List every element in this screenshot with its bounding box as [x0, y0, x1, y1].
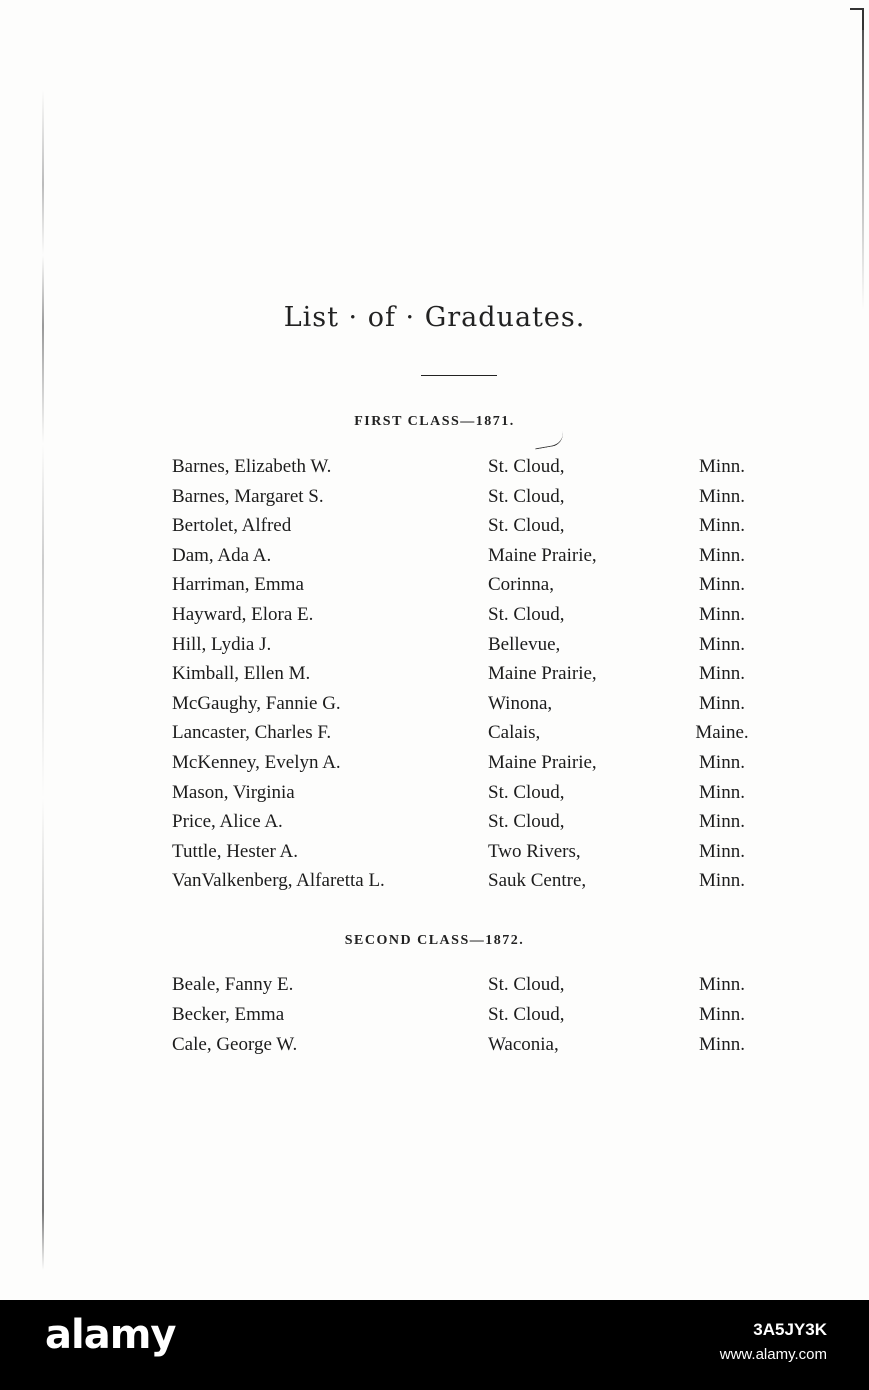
graduate-row: [0, 689, 869, 719]
graduate-row: [0, 837, 869, 867]
graduate-name: Dam, Ada A.: [172, 544, 272, 566]
graduate-state: Minn.: [699, 840, 745, 862]
graduate-name: Barnes, Margaret S.: [172, 485, 324, 507]
graduate-town: St. Cloud,: [488, 811, 565, 833]
graduate-town: St. Cloud,: [488, 604, 565, 625]
graduate-row: [0, 1030, 869, 1060]
graduate-row: [0, 1000, 869, 1030]
heading-pen-mark: [533, 431, 565, 449]
graduate-row: [0, 866, 869, 896]
graduate-name: McKenney, Evelyn A.: [172, 752, 341, 773]
page-right-edge: [862, 10, 864, 310]
graduate-state: Minn.: [699, 663, 745, 685]
graduate-state: Minn.: [699, 574, 745, 596]
graduate-town: Waconia,: [488, 1034, 559, 1055]
graduate-state: Minn.: [699, 1034, 745, 1055]
graduate-state: Minn.: [699, 456, 745, 477]
graduate-town: Maine Prairie,: [488, 544, 597, 566]
graduate-town: St. Cloud,: [488, 781, 565, 803]
graduate-row: [0, 600, 869, 630]
graduate-name: Tuttle, Hester A.: [172, 840, 298, 862]
graduate-town: Bellevue,: [488, 633, 561, 655]
graduate-row: [0, 718, 869, 748]
graduate-row: [0, 511, 869, 541]
graduate-town: Winona,: [488, 692, 553, 714]
graduate-state: Minn.: [699, 974, 745, 995]
graduate-town: St. Cloud,: [488, 974, 565, 995]
graduate-name: Becker, Emma: [172, 1004, 285, 1025]
graduate-name: Hill, Lydia J.: [172, 633, 272, 655]
graduate-name: Lancaster, Charles F.: [172, 722, 332, 744]
graduate-state: Minn.: [699, 544, 745, 566]
graduate-row: [0, 748, 869, 778]
graduate-town: St. Cloud,: [488, 456, 565, 477]
graduate-town: Sauk Centre,: [488, 870, 587, 892]
graduate-name: McGaughy, Fannie G.: [172, 692, 341, 714]
graduate-state: Minn.: [699, 633, 745, 655]
graduate-state: Minn.: [699, 870, 745, 892]
page-title: List · of · Graduates.: [283, 302, 586, 333]
graduate-name: Hayward, Elora E.: [172, 604, 314, 625]
graduate-name: Barnes, Elizabeth W.: [172, 456, 332, 477]
graduate-row: [0, 630, 869, 660]
graduate-state: Minn.: [699, 1004, 745, 1025]
watermark-url: www.alamy.com: [719, 1346, 827, 1363]
graduate-name: Price, Alice A.: [172, 811, 283, 833]
graduate-state: Minn.: [699, 604, 745, 625]
graduate-town: Corinna,: [488, 574, 554, 596]
graduate-name: Mason, Virginia: [172, 781, 295, 803]
second-class-heading: SECOND CLASS—1872.: [344, 933, 525, 948]
graduate-state: Minn.: [699, 692, 745, 714]
graduate-town: St. Cloud,: [488, 1004, 565, 1025]
graduate-town: Maine Prairie,: [488, 663, 597, 685]
graduate-town: St. Cloud,: [488, 515, 565, 537]
graduate-state: Minn.: [699, 811, 745, 833]
graduate-row: [0, 570, 869, 600]
graduate-state: Maine.: [695, 722, 749, 744]
graduate-row: [0, 659, 869, 689]
watermark-image-code: 3A5JY3K: [753, 1320, 827, 1339]
graduate-name: Bertolet, Alfred: [172, 515, 292, 537]
graduate-state: Minn.: [699, 781, 745, 803]
graduate-row: [0, 778, 869, 808]
graduate-row: [0, 541, 869, 571]
graduate-state: Minn.: [699, 515, 745, 537]
graduate-town: Calais,: [488, 722, 541, 744]
page-corner-mark: [850, 8, 864, 30]
first-class-heading: FIRST CLASS—1871.: [354, 414, 515, 429]
graduate-state: Minn.: [699, 485, 745, 507]
graduate-town: Two Rivers,: [488, 840, 581, 862]
graduate-name: Cale, George W.: [172, 1034, 298, 1055]
graduate-name: VanValkenberg, Alfaretta L.: [172, 870, 385, 892]
graduate-name: Harriman, Emma: [172, 574, 304, 596]
graduate-row: [0, 970, 869, 1000]
watermark-brand-logo: alamy: [45, 1312, 176, 1358]
graduate-name: Beale, Fanny E.: [172, 974, 294, 995]
graduate-town: St. Cloud,: [488, 485, 565, 507]
graduate-row: [0, 452, 869, 482]
graduate-row: [0, 807, 869, 837]
graduate-row: [0, 482, 869, 512]
graduate-name: Kimball, Ellen M.: [172, 663, 311, 685]
graduate-town: Maine Prairie,: [488, 752, 597, 773]
graduate-state: Minn.: [699, 752, 745, 773]
title-rule: [421, 375, 497, 376]
